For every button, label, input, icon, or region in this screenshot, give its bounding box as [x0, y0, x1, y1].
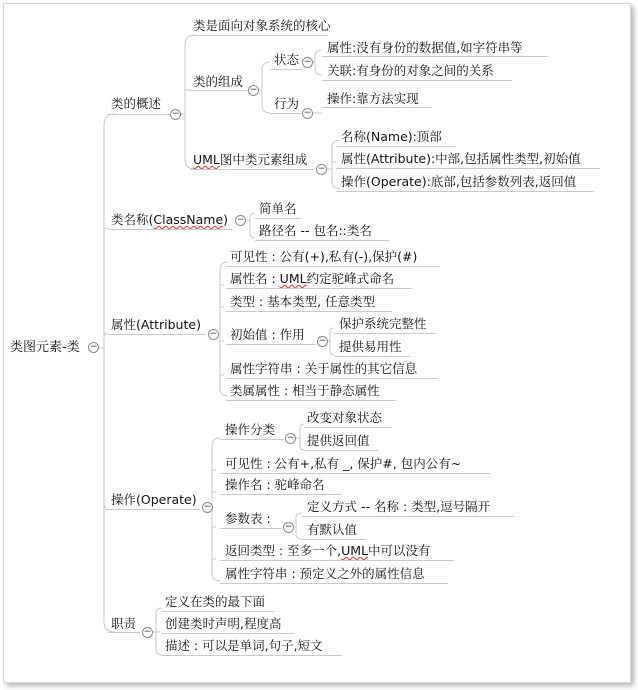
node-uml-name[interactable]: 名称(Name):顶部 — [341, 129, 442, 144]
node-uml-operate[interactable]: 操作(Operate):底部,包括参数列表,返回值 — [341, 174, 577, 189]
classname-toggle-icon[interactable]: − — [236, 215, 245, 225]
node-attr-visibility[interactable]: 可见性 : 公有(+),私有(-),保护(#) — [230, 249, 418, 264]
node-uml-attribute[interactable]: 属性(Attribute):中部,包括属性类型,初始值 — [341, 151, 581, 166]
node-operate[interactable]: 操作(Operate) — [111, 492, 197, 507]
behavior-toggle-icon[interactable]: − — [303, 108, 312, 118]
node-classname[interactable]: 类名称(ClassName) — [111, 212, 229, 227]
composition-toggle-icon[interactable]: − — [249, 85, 258, 95]
node-behavior[interactable]: 行为 — [274, 96, 300, 111]
node-op-change-state[interactable]: 改变对象状态 — [307, 410, 383, 425]
node-attr-init[interactable]: 初始值 : 作用 — [230, 327, 305, 342]
node-param-definition[interactable]: 定义方式 -- 名称 : 类型,逗号隔开 — [307, 499, 491, 514]
node-op-visibility[interactable]: 可见性 : 公有+,私有 _, 保护#, 包内公有~ — [225, 456, 462, 471]
init-toggle-icon[interactable]: − — [318, 336, 327, 346]
node-op-category[interactable]: 操作分类 — [225, 422, 276, 437]
uml-toggle-icon[interactable]: − — [317, 164, 326, 174]
duty-toggle-icon[interactable]: − — [143, 627, 152, 637]
uml-rest: 图中类元素组成 — [219, 152, 308, 167]
node-class-attr[interactable]: 类属属性 : 相当于静态属性 — [230, 383, 380, 398]
node-attribute[interactable]: 属性(Attribute) — [111, 317, 201, 332]
state-toggle-icon[interactable]: − — [303, 57, 312, 67]
node-attr-name[interactable]: 属性名 : UML约定驼峰式命名 — [230, 271, 395, 286]
node-op-name[interactable]: 操作名 : 驼峰命名 — [225, 477, 325, 492]
node-class-core[interactable]: 类是面向对象系统的核心 — [193, 18, 331, 33]
node-class-overview[interactable]: 类的概述 — [111, 96, 162, 111]
node-simple-name[interactable]: 简单名 — [259, 201, 297, 216]
node-duty-describe[interactable]: 描述 : 可以是单词,句子,短文 — [165, 638, 323, 653]
node-op-return-value[interactable]: 提供返回值 — [307, 433, 370, 448]
node-op-return-type[interactable]: 返回类型 : 至多一个,UML中可以没有 — [225, 543, 431, 558]
node-op-string[interactable]: 属性字符串 : 预定义之外的属性信息 — [225, 566, 425, 581]
node-attr-string[interactable]: 属性字符串 : 关于属性的其它信息 — [230, 361, 418, 376]
node-behavior-operation[interactable]: 操作:靠方法实现 — [327, 91, 419, 106]
node-uml-composition[interactable] — [193, 152, 307, 168]
node-duty-define[interactable]: 定义在类的最下面 — [165, 594, 266, 609]
node-state-attribute[interactable]: 属性:没有身份的数据值,如字符串等 — [327, 40, 523, 55]
node-state[interactable]: 状态 — [274, 52, 300, 67]
uml-word: UML — [193, 152, 220, 167]
attribute-toggle-icon[interactable]: − — [209, 329, 218, 339]
node-attr-type[interactable]: 类型 : 基本类型, 任意类型 — [230, 294, 376, 309]
node-state-association[interactable]: 关联:有身份的对象之间的关系 — [327, 63, 494, 78]
node-op-params[interactable]: 参数表 : — [225, 511, 271, 526]
operate-toggle-icon[interactable]: − — [203, 502, 212, 512]
params-toggle-icon[interactable]: − — [284, 522, 293, 532]
node-init-integrity[interactable]: 保护系统完整性 — [339, 316, 427, 331]
root-node[interactable]: 类图元素-类 — [10, 340, 80, 355]
category-toggle-icon[interactable]: − — [286, 433, 295, 443]
node-duty-declare[interactable]: 创建类时声明,程度高 — [165, 616, 282, 631]
node-class-composition[interactable]: 类的组成 — [193, 74, 244, 89]
root-toggle-icon[interactable]: − — [89, 342, 98, 352]
node-path-name[interactable]: 路径名 -- 包名::类名 — [259, 223, 372, 238]
overview-toggle-icon[interactable]: − — [171, 109, 180, 119]
node-duty[interactable]: 职责 — [111, 616, 137, 631]
node-param-default[interactable]: 有默认值 — [307, 522, 358, 537]
node-init-usability[interactable]: 提供易用性 — [339, 339, 402, 354]
